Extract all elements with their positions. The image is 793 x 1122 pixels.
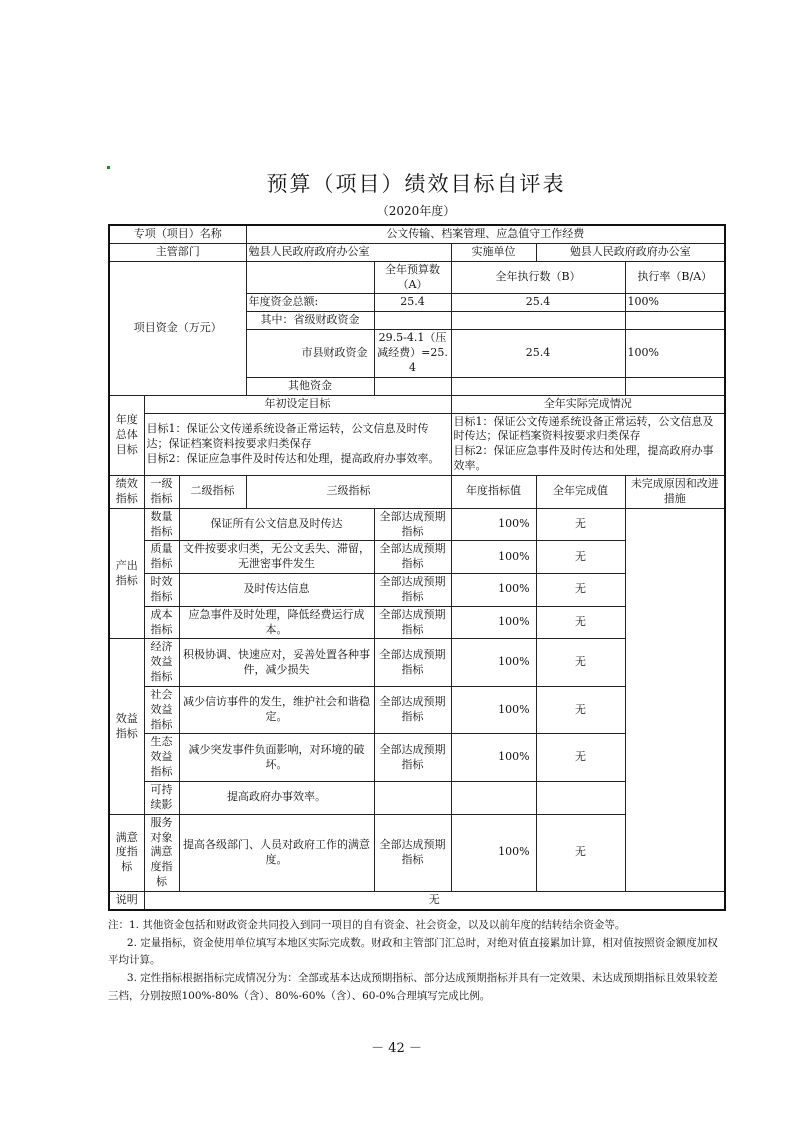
level3: 应急事件及时处理，降低经费运行成本。 xyxy=(179,606,374,639)
indicator-row xyxy=(109,639,725,687)
target: 全部达成预期指标 xyxy=(374,606,451,639)
level3: 文件按要求归类，无公文丢失、滞留，无泄密事件发生 xyxy=(179,541,374,574)
level2: 经济效益指标 xyxy=(144,639,179,687)
blank-cell xyxy=(246,261,374,294)
page-title: 预算（项目）绩效目标自评表 xyxy=(266,172,566,196)
col-a-header: 全年预算数（A） xyxy=(374,261,451,294)
done: 100% xyxy=(451,814,536,891)
funds-a xyxy=(374,377,451,395)
goals-text-row xyxy=(109,413,725,475)
indicator-row xyxy=(109,606,725,639)
page-number: － 42 － xyxy=(371,1041,422,1056)
funds-a: 29.5-4.1（压减经费）=25.4 xyxy=(374,330,451,378)
funds-b xyxy=(451,377,625,395)
indicators-label: 绩效指标 xyxy=(109,475,144,508)
target: 全部达成预期指标 xyxy=(374,574,451,607)
indicator-header-row xyxy=(109,475,725,508)
funds-b: 25.4 xyxy=(451,294,625,312)
remark-row xyxy=(109,891,725,909)
goals-set-text: 目标1：保证公文传递系统设备正常运转，公文信息及时传达；保证档案资料按要求归类保存 目标2：保证应急事件及时传达和处理，提高政府办事效率。 xyxy=(144,413,451,475)
dept-row xyxy=(109,243,725,261)
remark-value: 无 xyxy=(144,891,725,909)
target: 全部达成预期指标 xyxy=(374,508,451,541)
done xyxy=(451,782,536,815)
funds-rate xyxy=(625,312,725,330)
target: 全部达成预期指标 xyxy=(374,686,451,734)
col-rate-header: 执行率（B/A） xyxy=(625,261,725,294)
dept-value: 勉县人民政府政府办公室 xyxy=(246,243,451,261)
level3: 减少突发事件负面影响，对环境的破坏。 xyxy=(179,734,374,782)
dept-label: 主管部门 xyxy=(109,243,246,261)
impl-label: 实施单位 xyxy=(451,243,536,261)
goals-header-row xyxy=(109,395,725,413)
funds-b xyxy=(451,312,625,330)
target xyxy=(374,782,451,815)
level3: 及时传达信息 xyxy=(179,574,374,607)
target: 全部达成预期指标 xyxy=(374,814,451,891)
done: 100% xyxy=(451,734,536,782)
done: 100% xyxy=(451,686,536,734)
level1-group: 效益指标 xyxy=(109,639,144,814)
reason: 无 xyxy=(536,814,625,891)
level1-group: 满意度指标 xyxy=(109,814,144,891)
reason: 无 xyxy=(536,541,625,574)
reason: 无 xyxy=(536,639,625,687)
level2: 质量指标 xyxy=(144,541,179,574)
indicator-row xyxy=(109,782,725,815)
header-reason: 未完成原因和改进措施 xyxy=(625,475,725,508)
remark-label: 说明 xyxy=(109,891,144,909)
impl-value: 勉县人民政府政府办公室 xyxy=(536,243,725,261)
col-b-header: 全年执行数（B） xyxy=(451,261,625,294)
reason: 无 xyxy=(536,734,625,782)
funds-a: 25.4 xyxy=(374,294,451,312)
indicator-row xyxy=(109,814,725,891)
indicator-row xyxy=(109,541,725,574)
funds-label: 项目资金（万元） xyxy=(109,261,246,395)
goals-actual-header: 全年实际完成情况 xyxy=(451,395,725,413)
target: 全部达成预期指标 xyxy=(374,734,451,782)
project-name: 公文传输、档案管理、应急值守工作经费 xyxy=(246,225,725,243)
funds-row-label: 年度资金总额: xyxy=(246,294,374,312)
done: 100% xyxy=(451,508,536,541)
funds-header-row xyxy=(109,261,725,294)
target: 全部达成预期指标 xyxy=(374,639,451,687)
reason: 无 xyxy=(536,686,625,734)
note-1: 注：1. 其他资金包括和财政资金共同投入到同一项目的自有资金、社会资金，以及以前年度的结转结余资金等。 xyxy=(108,918,626,931)
year-subtitle: （2020年度） xyxy=(376,204,456,218)
done: 100% xyxy=(451,639,536,687)
level3: 减少信访事件的发生，维护社会和谐稳定。 xyxy=(179,686,374,734)
reason: 无 xyxy=(536,508,625,541)
evaluation-table xyxy=(108,224,726,911)
content-flow xyxy=(108,0,724,1006)
funds-b: 25.4 xyxy=(451,330,625,378)
target: 全部达成预期指标 xyxy=(374,541,451,574)
funds-row-label: 市县财政资金 xyxy=(246,330,374,378)
header-level2: 二级指标 xyxy=(179,475,246,508)
done: 100% xyxy=(451,606,536,639)
level2: 服务对象满意度指标 xyxy=(144,814,179,891)
goals-actual-text: 目标1：保证公文传递系统设备正常运转，公文信息及时传达；保证档案资料按要求归类保存 目标2：保证应急事件及时传达和处理，提高政府办事效率。 xyxy=(451,413,725,475)
funds-row-label: 其中：省级财政资金 xyxy=(246,312,374,330)
indicator-row xyxy=(109,574,725,607)
funds-rate: 100% xyxy=(625,330,725,378)
funds-rate: 100% xyxy=(625,294,725,312)
level1-group: 产出指标 xyxy=(109,508,144,639)
reason: 无 xyxy=(536,606,625,639)
note-3: 3. 定性指标根据指标完成情况分为：全部或基本达成预期指标、部分达成预期指标并具有一定效果、未达成预期指标且效果较差三档，分别按照100%-80%（含）、80%-60%（含）、60-0%合理填写完成比例。 xyxy=(108,972,718,1003)
done: 100% xyxy=(451,541,536,574)
level2: 时效指标 xyxy=(144,574,179,607)
indicator-row xyxy=(109,734,725,782)
level2: 数量指标 xyxy=(144,508,179,541)
reason: 无 xyxy=(536,574,625,607)
level2: 社会效益指标 xyxy=(144,686,179,734)
funds-row-label: 其他资金 xyxy=(246,377,374,395)
funds-rate xyxy=(625,377,725,395)
level3: 积极协调、快速应对，妥善处置各种事件，减少损失 xyxy=(179,639,374,687)
footnotes xyxy=(108,917,724,1006)
header-target: 年度指标值 xyxy=(451,475,536,508)
level2: 生态效益指标 xyxy=(144,734,179,782)
project-name-label: 专项（项目）名称 xyxy=(109,225,246,243)
goals-label: 年度总体目标 xyxy=(109,395,144,475)
project-name-row xyxy=(109,225,725,243)
level3: 提高各级部门、人员对政府工作的满意度。 xyxy=(179,814,374,891)
done: 100% xyxy=(451,574,536,607)
indicator-row xyxy=(109,508,725,541)
goals-set-header: 年初设定目标 xyxy=(144,395,451,413)
header-done: 全年完成值 xyxy=(536,475,625,508)
level2: 可持续影 xyxy=(144,782,179,815)
note-2: 2. 定量指标，资金使用单位填写本地区实际完成数。财政和主管部门汇总时，对绝对值直接累加计算，相对值按照资金额度加权平均计算。 xyxy=(108,936,718,967)
header-level1: 一级指标 xyxy=(144,475,179,508)
level3: 保证所有公文信息及时传达 xyxy=(179,508,374,541)
indicator-row xyxy=(109,686,725,734)
funds-a xyxy=(374,312,451,330)
reason xyxy=(536,782,625,815)
level3: 提高政府办事效率。 xyxy=(179,782,374,815)
level2: 成本指标 xyxy=(144,606,179,639)
header-level3: 三级指标 xyxy=(246,475,451,508)
